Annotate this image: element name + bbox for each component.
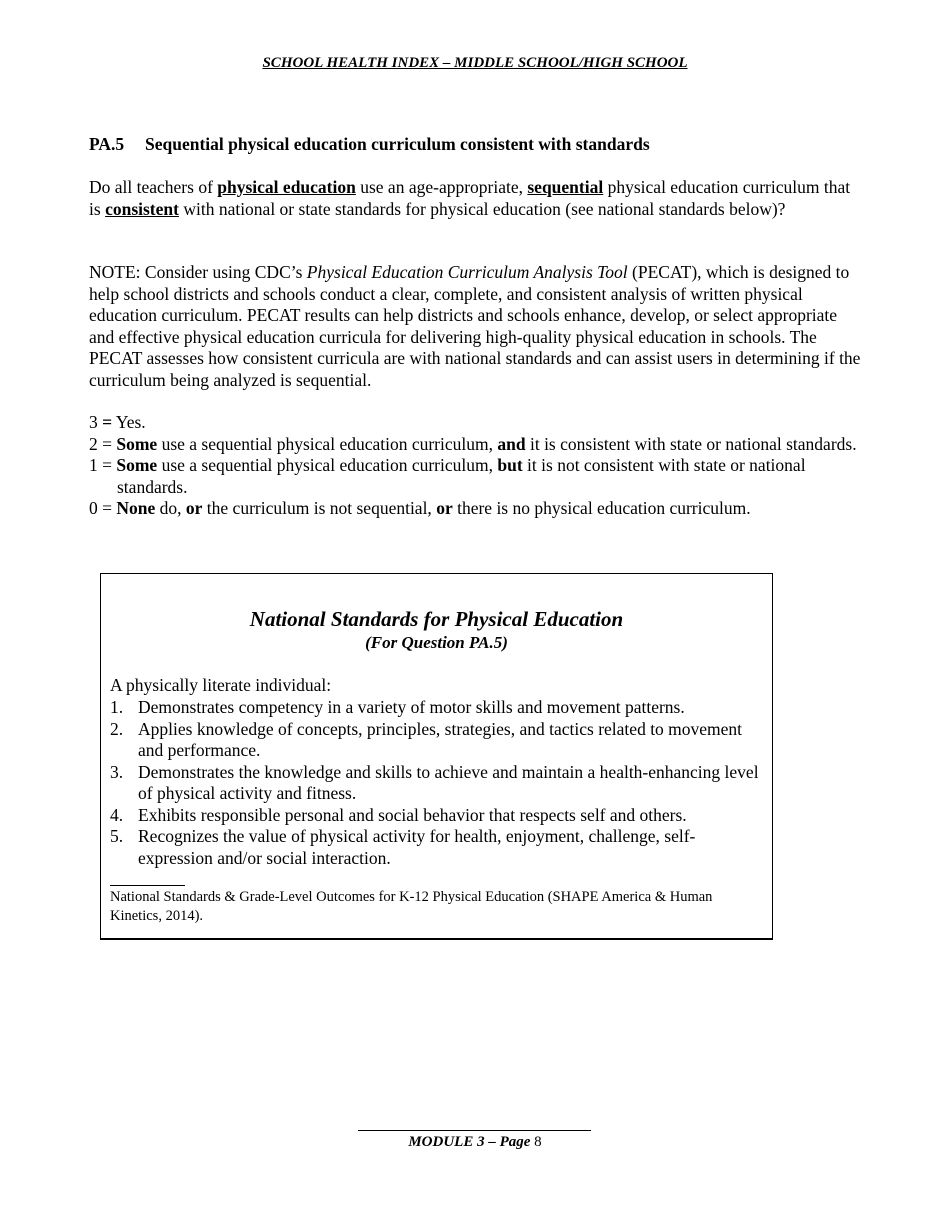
- list-text: Demonstrates the knowledge and skills to achieve and maintain a health-enhancing level of physical activity and fitness.: [138, 761, 759, 803]
- box-subtitle: (For Question PA.5): [365, 633, 508, 652]
- question-paragraph: [89, 177, 864, 220]
- scale-text: use a sequential physical education curriculum,: [157, 455, 498, 475]
- scale-text: it is not consistent with state or national standards.: [117, 455, 806, 497]
- list-number: 3.: [110, 761, 124, 782]
- scale-item-2: [89, 434, 864, 456]
- term-sequential: sequential: [527, 177, 604, 197]
- scale-equals: =: [102, 412, 113, 432]
- scale-emphasis: and: [497, 433, 526, 454]
- scale-text: use a sequential physical education curriculum,: [157, 433, 498, 454]
- national-standards-box: [100, 573, 773, 940]
- question-text: with national or state standards for physical education (see national standards below)?: [178, 198, 786, 219]
- box-title: National Standards for Physical Education: [249, 607, 624, 631]
- section-title: [89, 134, 650, 155]
- standards-list: [110, 697, 765, 869]
- scale-number: 2 =: [89, 433, 117, 454]
- list-text: Applies knowledge of concepts, principles, strategies, and tactics related to movement and performance.: [138, 718, 743, 760]
- section-code: PA.5: [89, 134, 125, 154]
- list-item: [110, 805, 765, 827]
- question-text: physical education curriculum that is: [89, 177, 851, 219]
- page-number: 8: [534, 1134, 542, 1150]
- scale-item-0: [89, 498, 864, 520]
- scale-emphasis: None: [116, 498, 156, 518]
- scale-emphasis: but: [497, 455, 523, 475]
- list-number: 2.: [110, 718, 124, 739]
- section-title-text: Sequential physical education curriculum consistent with standards: [145, 134, 650, 154]
- footnote: National Standards & Grade-Level Outcomes for K-12 Physical Education (SHAPE America & Human Kinetics, 2014).: [110, 889, 713, 924]
- scale-emphasis: Some: [116, 433, 158, 454]
- list-number: 4.: [110, 804, 124, 825]
- note-text: NOTE: Consider using CDC’s: [89, 262, 307, 282]
- scale-emphasis: or: [436, 498, 453, 518]
- list-number: 1.: [110, 697, 124, 717]
- question-text: Do all teachers of: [89, 177, 218, 197]
- list-item: [110, 826, 765, 869]
- scale-text: there is no physical education curriculum.: [452, 498, 751, 518]
- scale-text: it is consistent with state or national standards.: [525, 433, 857, 454]
- scale-number: 1 =: [89, 455, 117, 475]
- note-text: (PECAT), which is designed to help school districts and schools conduct a clear, complete, and consistent analysis of written physical education curriculum. PECAT results can help districts and schools enhance, develop, or select appropriate and effective physical education curricula for delivering high-quality physical education in schools. The PECAT assesses how consistent curricula are with national standards and can assist users in determining if the curriculum being analyzed is sequential.: [89, 262, 861, 390]
- term-consistent: consistent: [105, 198, 179, 219]
- scale-emphasis: Some: [116, 455, 158, 475]
- scale-number: 3: [89, 412, 103, 432]
- scale-text: do,: [155, 498, 186, 518]
- footer-label: MODULE 3 – Page: [408, 1134, 531, 1150]
- term-physical-education: physical education: [217, 177, 356, 197]
- note-paragraph: [89, 262, 864, 391]
- running-header: SCHOOL HEALTH INDEX – MIDDLE SCHOOL/HIGH SCHOOL: [262, 55, 688, 71]
- tool-name: Physical Education Curriculum Analysis Tool: [306, 262, 628, 282]
- list-item: [110, 762, 765, 805]
- list-text: Recognizes the value of physical activity for health, enjoyment, challenge, self-expression and/or social interaction.: [138, 826, 696, 868]
- scale-item-1: [89, 455, 864, 498]
- rating-scale: [89, 412, 864, 520]
- list-text: Demonstrates competency in a variety of motor skills and movement patterns.: [138, 697, 685, 717]
- list-number: 5.: [110, 826, 124, 846]
- page-footer: [0, 1134, 950, 1151]
- scale-text: Yes.: [112, 412, 146, 432]
- scale-number: 0 =: [89, 498, 117, 518]
- box-intro: A physically literate individual:: [110, 675, 332, 695]
- list-item: [110, 719, 765, 762]
- scale-emphasis: or: [185, 498, 203, 518]
- question-text: use an age-appropriate,: [355, 177, 528, 197]
- list-item: [110, 697, 765, 719]
- scale-text: the curriculum is not sequential,: [202, 498, 437, 518]
- scale-item-3: [89, 412, 864, 434]
- list-text: Exhibits responsible personal and social behavior that respects self and others.: [138, 804, 687, 825]
- footer-divider: [358, 1130, 591, 1131]
- footnote-divider: [110, 885, 185, 886]
